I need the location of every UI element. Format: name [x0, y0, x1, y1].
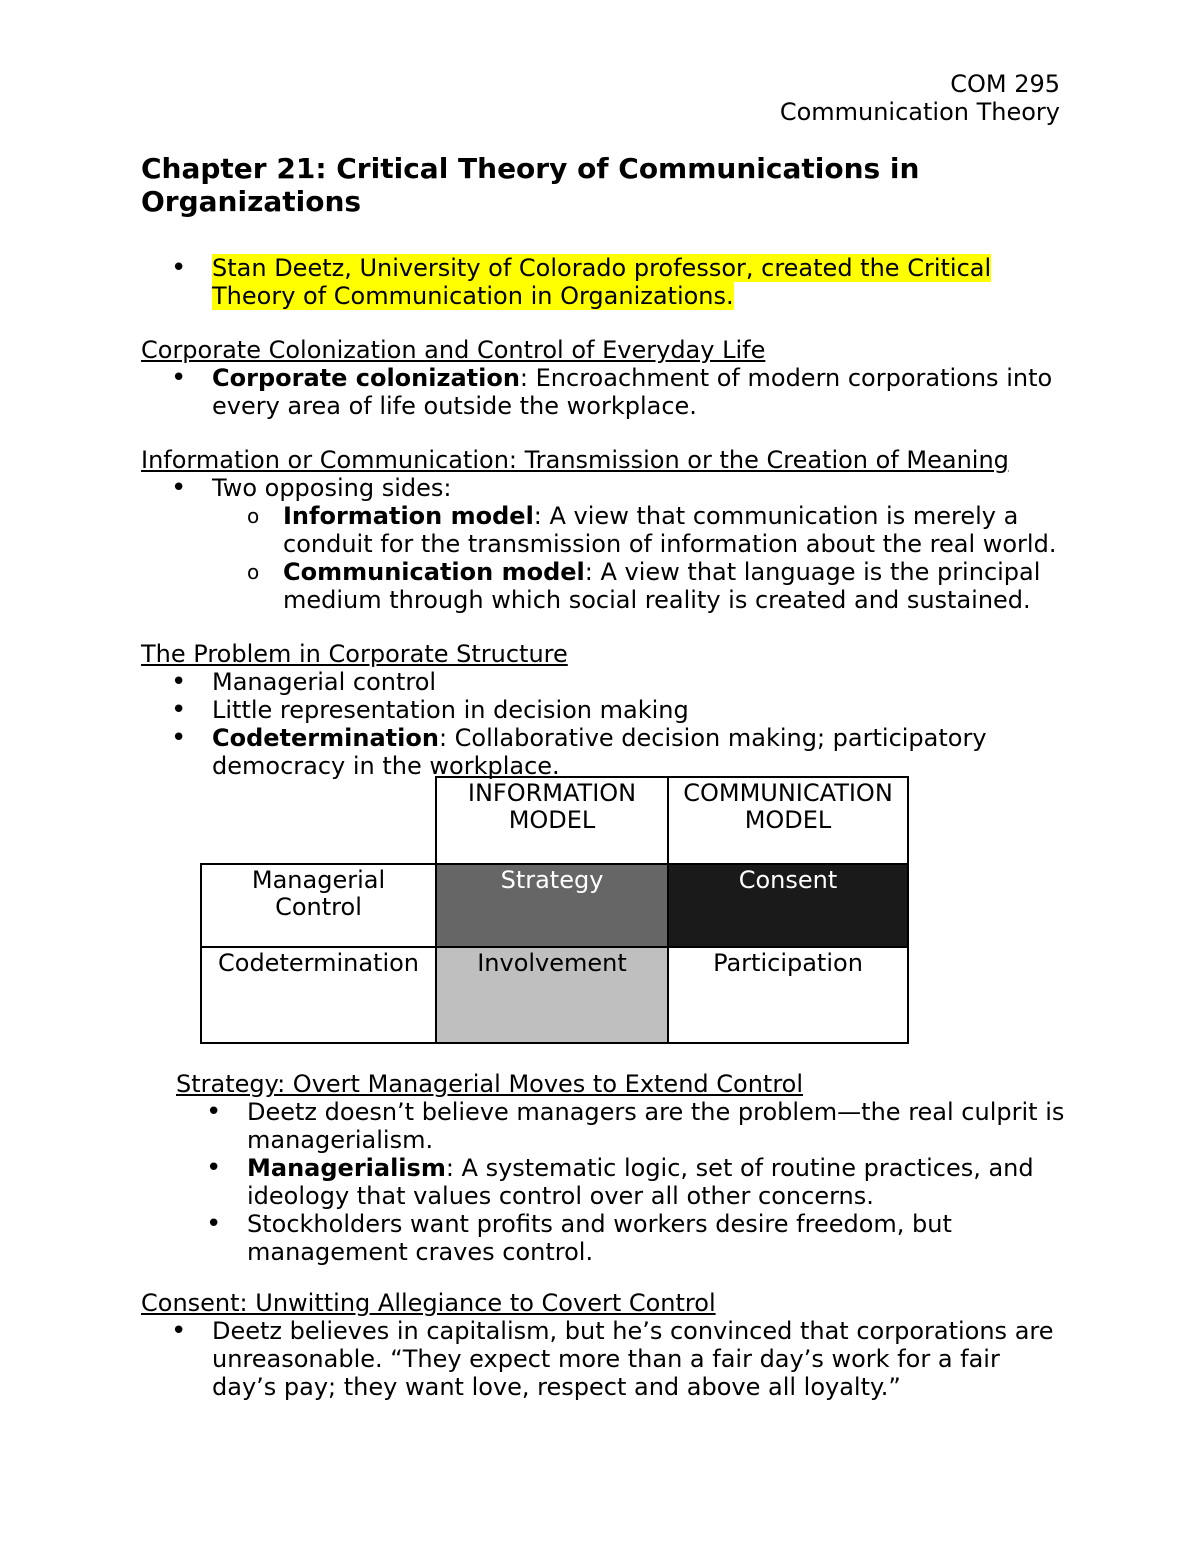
cell-involvement: Involvement — [436, 947, 668, 1043]
intro-bullet — [141, 254, 1071, 310]
term: Codetermination — [212, 724, 439, 752]
row-header-codetermination: Codetermination — [201, 947, 436, 1043]
table-empty-corner — [201, 777, 436, 864]
section-heading: Strategy: Overt Managerial Moves to Extend Control — [176, 1070, 804, 1098]
term: Information model — [283, 502, 534, 530]
course-code: COM 295 — [950, 70, 1060, 98]
course-subject: Communication Theory — [779, 98, 1060, 126]
row-header-managerial-control: Managerial Control — [201, 864, 436, 947]
model-matrix-table — [200, 776, 909, 1044]
term: Corporate colonization — [212, 364, 520, 392]
list-item — [141, 724, 1071, 780]
definition: : A view that language is the principal medium through which social reality is created and sustained. — [283, 558, 1041, 614]
section-heading: The Problem in Corporate Structure — [141, 640, 568, 668]
definition: : A systematic logic, set of routine practices, and ideology that values control over all other concerns. — [247, 1154, 1034, 1210]
list-item: • Stockholders want profits and workers desire freedom, but management craves control. — [176, 1210, 1076, 1266]
section-heading: Corporate Colonization and Control of Everyday Life — [141, 336, 766, 364]
term: Managerialism — [247, 1154, 446, 1182]
list-item — [176, 1154, 1076, 1210]
list-item: • Deetz doesn’t believe managers are the problem—the real culprit is managerialism. — [176, 1098, 1076, 1154]
term: Communication model — [283, 558, 585, 586]
cell-participation: Participation — [668, 947, 908, 1043]
definition: : A view that communication is merely a conduit for the transmission of information about the real world. — [283, 502, 1057, 558]
intro-bullet-text: Stan Deetz, University of Colorado professor, created the Critical Theory of Communication in Organizations. — [212, 254, 992, 310]
list-item: • Managerial control — [141, 668, 1071, 696]
list-item: • Deetz believes in capitalism, but he’s convinced that corporations are unreasonable. “They expect more than a fair day’s work for a fair day’s pay; they want love, respect and above all loyalty.” — [141, 1317, 1071, 1401]
section-corporate-colonization — [141, 336, 1071, 420]
sub-list-item — [141, 558, 1071, 614]
section-heading: Consent: Unwitting Allegiance to Covert Control — [141, 1289, 716, 1317]
sub-list-item — [141, 502, 1071, 558]
col-header-communication-model: COMMUNICATION MODEL — [668, 777, 908, 864]
intro-section — [141, 254, 1071, 310]
chapter-title: Chapter 21: Critical Theory of Communications in Organizations — [141, 152, 920, 218]
list-item: • Little representation in decision making — [141, 696, 1071, 724]
section-corporate-structure — [141, 640, 1071, 780]
col-header-information-model: INFORMATION MODEL — [436, 777, 668, 864]
page-header — [780, 70, 1060, 126]
cell-consent: Consent — [668, 864, 908, 947]
section-strategy — [176, 1070, 1076, 1266]
list-item — [141, 364, 1071, 420]
section-consent — [141, 1289, 1071, 1401]
list-item: • Two opposing sides: — [141, 474, 1071, 502]
definition: : Collaborative decision making; participatory democracy in the workplace. — [212, 724, 987, 780]
definition: : Encroachment of modern corporations into every area of life outside the workplace. — [212, 364, 1053, 420]
section-information-communication — [141, 446, 1071, 614]
section-heading: Information or Communication: Transmission or the Creation of Meaning — [141, 446, 1009, 474]
cell-strategy: Strategy — [436, 864, 668, 947]
